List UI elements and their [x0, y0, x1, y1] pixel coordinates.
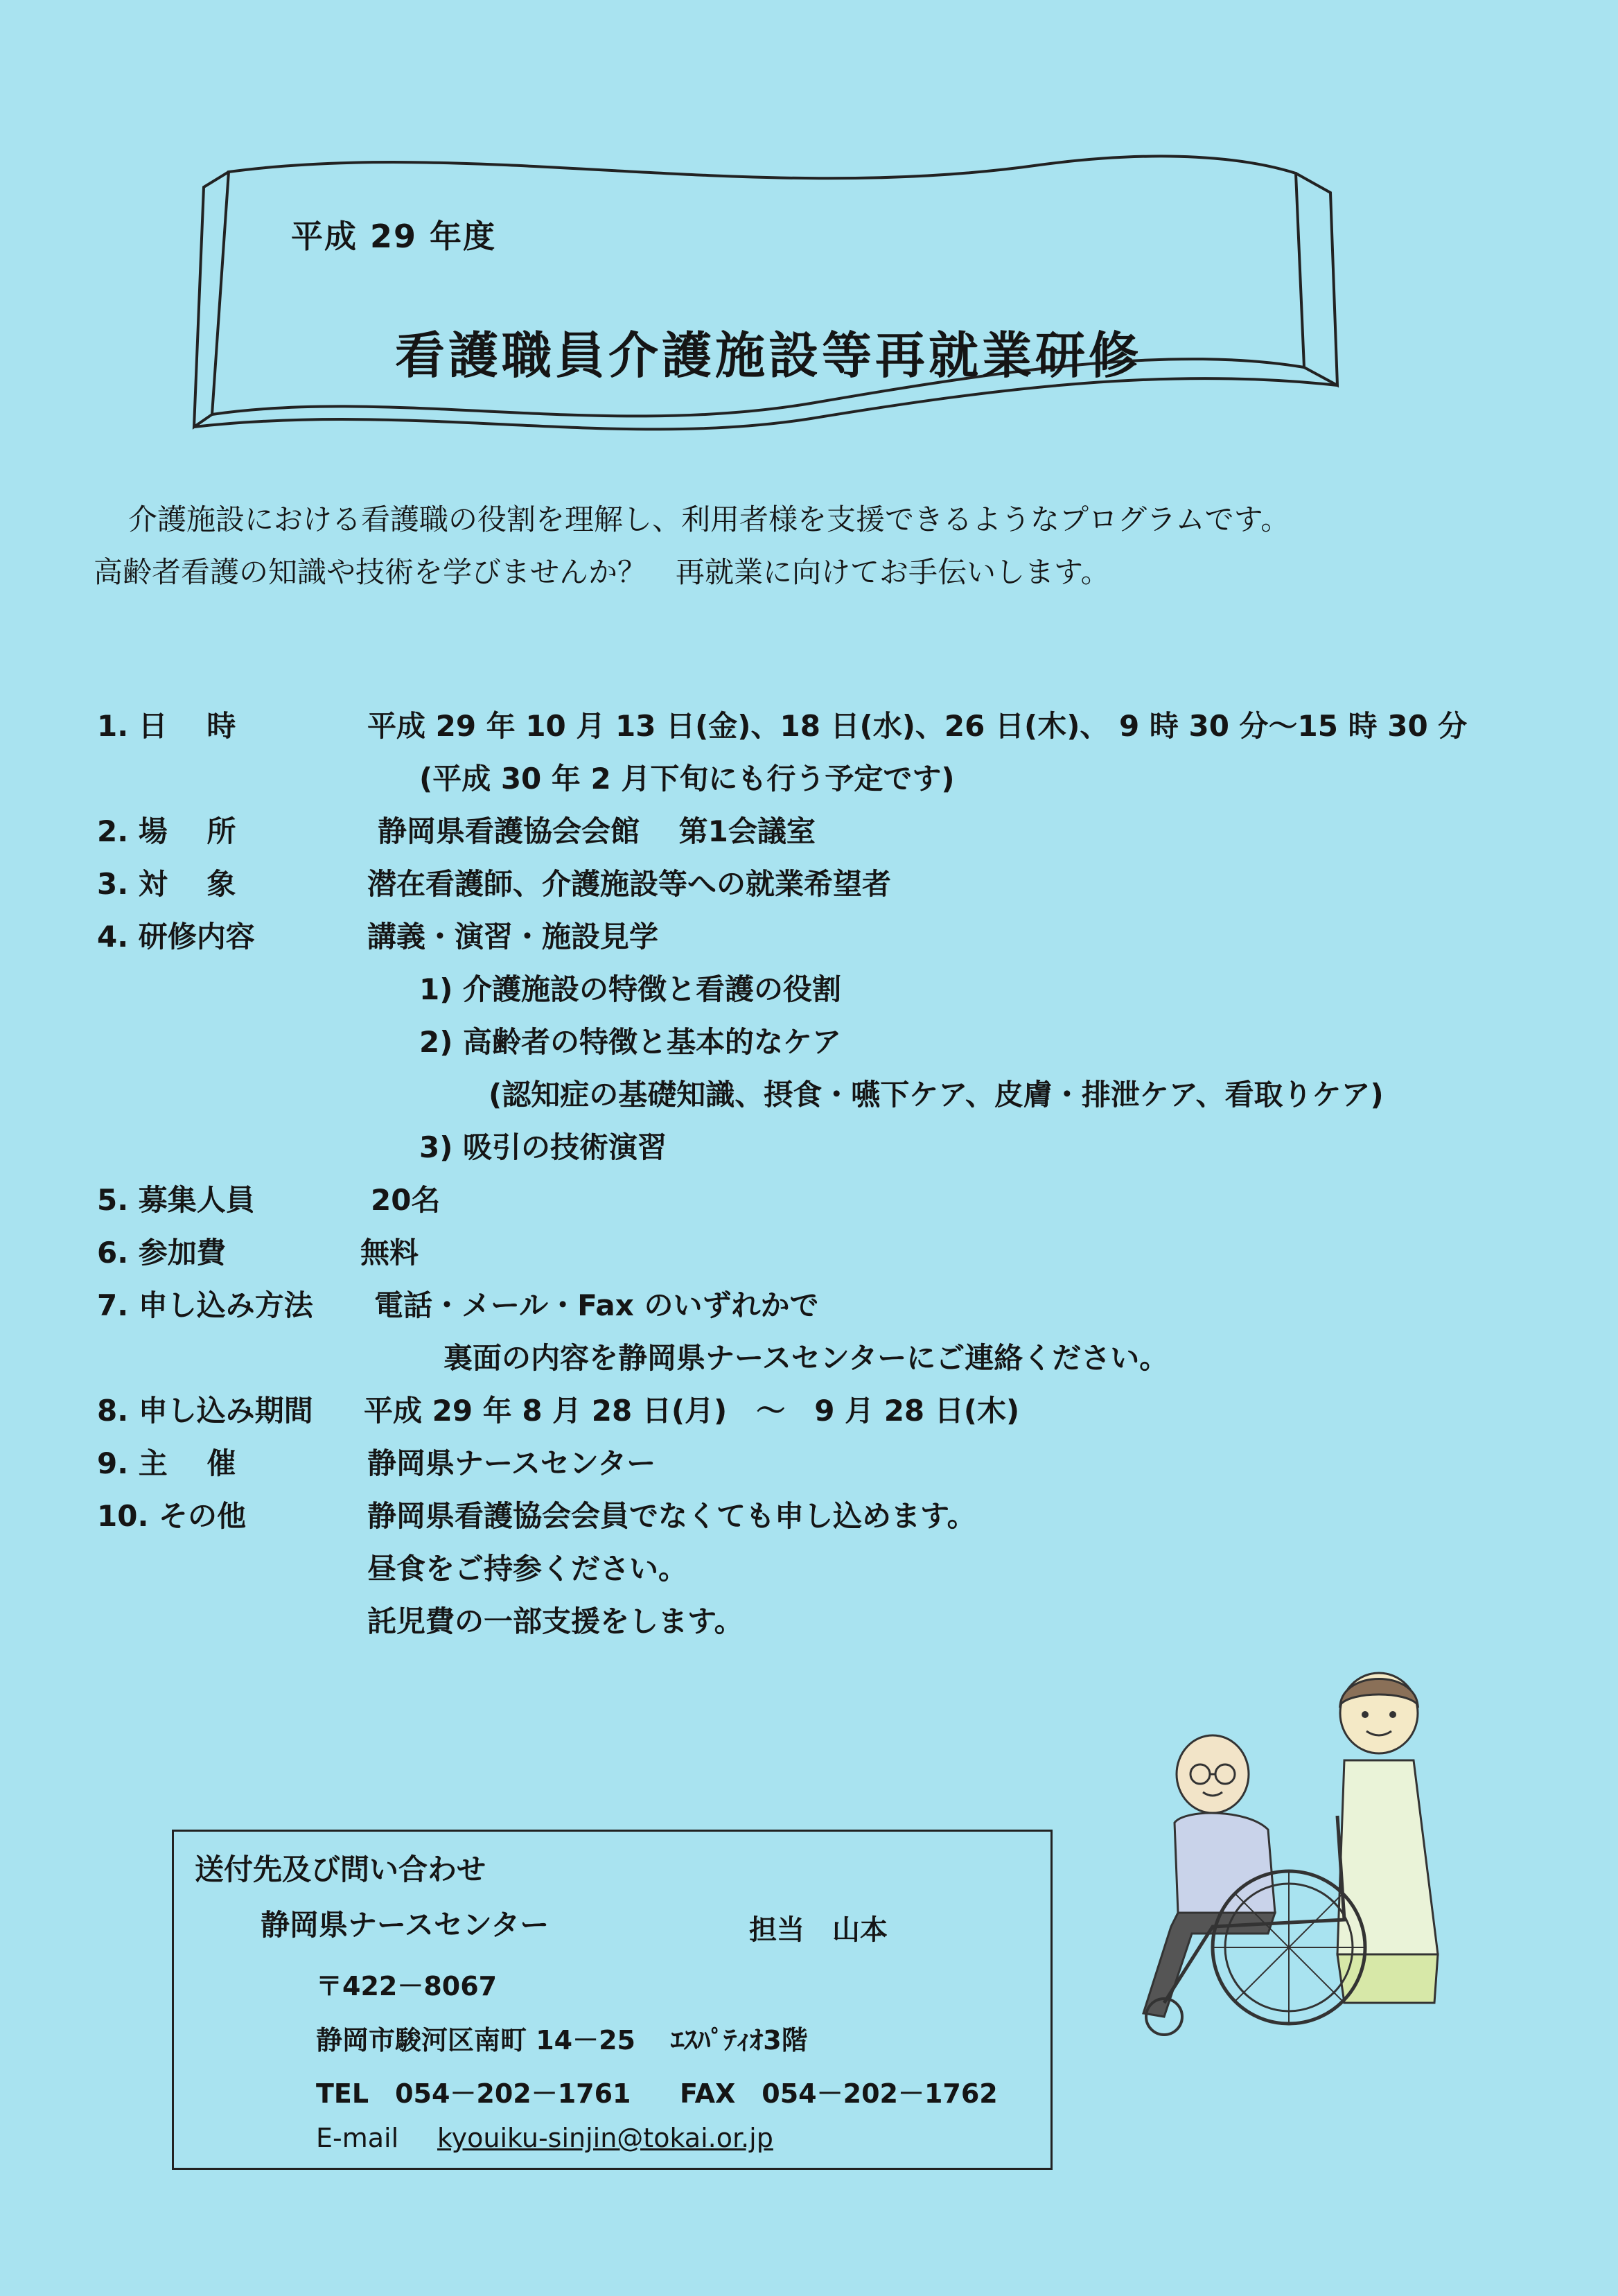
item-value: 平成 29 年 8 月 28 日(月) ～ 9 月 28 日(木) [364, 1394, 1020, 1428]
intro-line-2: 高齢者看護の知識や技術を学びませんか？ 再就業に向けてお手伝いします。 [94, 555, 1110, 589]
ribbon-frame [187, 139, 1351, 444]
content-sub-2-detail: (認知症の基礎知識、摂食・嚥下ケア、皮膚・排泄ケア、看取りケア) [489, 1078, 1384, 1112]
item-value: 静岡県看護協会会館 第1会議室 [378, 814, 816, 848]
item-value: 平成 29 年 10 月 13 日(金)、18 日(水)、26 日(木)、 9 時 30 分～15 時 30 分 [367, 709, 1468, 743]
item-label: 3. 対 象 [97, 867, 236, 901]
item-label: 7. 申し込み方法 [97, 1288, 313, 1322]
item-organizer [97, 1437, 1594, 1490]
contact-person: 担当 山本 [749, 1914, 888, 1946]
title-banner [187, 139, 1351, 444]
item-target [97, 858, 1594, 911]
item-application-period [97, 1385, 1594, 1437]
item-label: 2. 場 所 [97, 814, 236, 848]
wheelchair-care-illustration [1109, 1656, 1469, 2044]
item-date [97, 700, 1594, 753]
item-value: 静岡県看護協会会員でなくても申し込めます。 [367, 1499, 976, 1533]
contact-organization: 静岡県ナースセンター [261, 1908, 549, 1942]
contact-email-link[interactable]: kyouiku-sinjin@tokai.or.jp [437, 2123, 773, 2153]
item-fee [97, 1227, 1594, 1279]
item-content [97, 911, 1594, 963]
page-title: 看護職員介護施設等再就業研修 [395, 326, 1143, 385]
item-value: 潜在看護師、介護施設等への就業希望者 [367, 867, 892, 901]
details-list [97, 700, 1594, 1648]
item-other [97, 1490, 1594, 1543]
contact-box [172, 1830, 1053, 2170]
item-label: 6. 参加費 [97, 1236, 226, 1270]
contact-heading: 送付先及び問い合わせ [195, 1852, 486, 1886]
item-value: 20名 [371, 1183, 441, 1217]
intro-line-1: 介護施設における看護職の役割を理解し、利用者様を支援できるようなプログラムです。 [128, 502, 1290, 536]
content-sub-3: 3) 吸引の技術演習 [419, 1130, 667, 1164]
item-venue [97, 805, 1594, 858]
item-value: 静岡県ナースセンター [367, 1446, 656, 1480]
application-method-note: 裏面の内容を静岡県ナースセンターにご連絡ください。 [443, 1341, 1169, 1375]
fiscal-year-label: 平成 29 年度 [291, 218, 497, 255]
content-sub-2: 2) 高齢者の特徴と基本的なケア [419, 1025, 842, 1059]
contact-postal-code: 〒422－8067 [316, 1971, 498, 2001]
item-value: 電話・メール・Fax のいずれかで [374, 1288, 819, 1322]
contact-email-label: E-mail [316, 2123, 399, 2153]
other-note-2: 託児費の一部支援をします。 [367, 1604, 744, 1638]
item-value: 無料 [360, 1236, 419, 1270]
intro-text [94, 493, 1563, 599]
item-label: 9. 主 催 [97, 1446, 236, 1480]
other-note-1: 昼食をご持参ください。 [367, 1552, 688, 1586]
item-date-note: (平成 30 年 2 月下旬にも行う予定です) [419, 762, 955, 796]
item-label: 1. 日 時 [97, 709, 236, 743]
item-application-method [97, 1279, 1594, 1332]
contact-tel: TEL 054－202－1761 [316, 2078, 631, 2109]
item-label: 4. 研修内容 [97, 920, 255, 954]
item-value: 講義・演習・施設見学 [367, 920, 659, 954]
item-label: 10. その他 [97, 1499, 247, 1533]
contact-fax: FAX 054－202－1762 [680, 2078, 998, 2109]
contact-address: 静岡市駿河区南町 14－25 ｴｽﾊﾟﾃｨｵ3階 [316, 2025, 808, 2056]
item-label: 8. 申し込み期間 [97, 1394, 313, 1428]
item-label: 5. 募集人員 [97, 1183, 255, 1217]
content-sub-1: 1) 介護施設の特徴と看護の役割 [419, 972, 842, 1006]
item-capacity [97, 1174, 1594, 1227]
